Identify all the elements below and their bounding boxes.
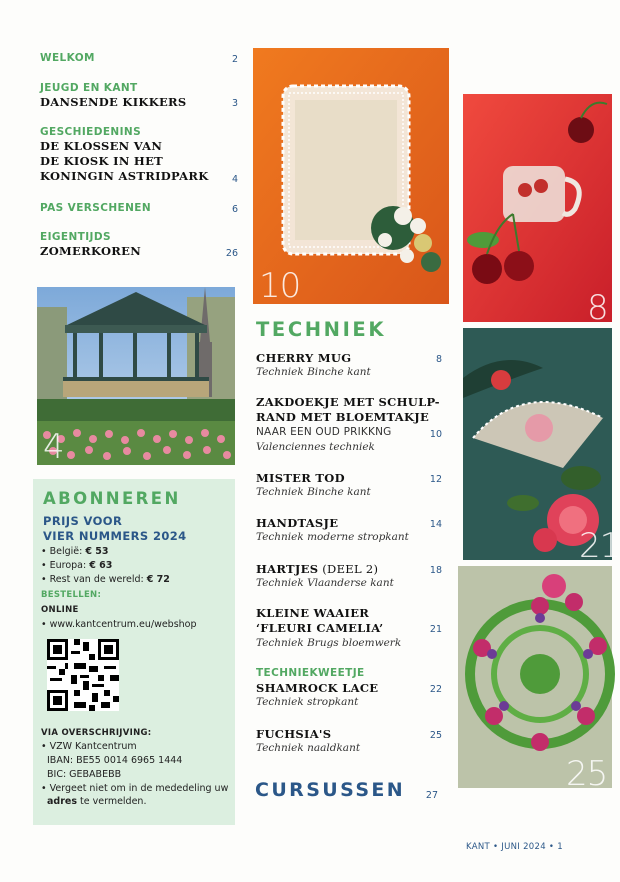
toc-sub-cherry-mug: Techniek Binche kant (256, 366, 371, 378)
toc-kicker-pas-verschenen: PAS VERSCHENEN (40, 202, 152, 214)
cursussen-page: 27 (425, 790, 438, 801)
toc-sub-hartjes: Techniek Vlaanderse kant (256, 577, 394, 589)
cursussen-heading: CURSUSSEN (255, 779, 406, 801)
price-europa (41, 560, 112, 571)
toc-page-zomerkoren: 26 (225, 248, 238, 259)
online-label: ONLINE (41, 605, 79, 615)
toc-page-shamrock: 22 (429, 684, 442, 695)
subscription-heading: ABONNEREN (43, 489, 181, 508)
techniek-heading: TECHNIEK (256, 318, 387, 341)
toc-title-klossen-2: DE KIOSK IN HET (40, 154, 164, 168)
toc-sub-fuchsias: Techniek naaldkant (256, 742, 361, 754)
toc-kicker-welkom: WELKOM (40, 52, 95, 64)
photo-kiosk (37, 287, 235, 465)
photo-number-cherry: 8 (587, 288, 608, 328)
toc-page-pas-verschenen: 6 (231, 204, 238, 215)
price-rest-value: € 72 (146, 574, 170, 585)
price-europa-label: • Europa: (41, 560, 90, 571)
photo-cherry-mug (463, 94, 612, 328)
account-line-iban: IBAN: BE55 0014 6965 1444 (47, 755, 183, 766)
toc-page-waaier: 21 (429, 624, 442, 635)
toc-title-waaier-1: KLEINE WAAIER (256, 606, 370, 620)
account-line-1: • VZW Kantcentrum (41, 741, 137, 752)
note-address-pre: • Vergeet niet om in de mededeling uw (41, 783, 229, 794)
toc-title-shamrock: SHAMROCK LACE (256, 681, 379, 695)
qr-code-graphic (47, 639, 119, 711)
toc-title-cherry-mug: CHERRY MUG (256, 351, 352, 365)
toc-title-handtasje: HANDTASJE (256, 516, 339, 530)
toc-title-hartjes-rest: (DEEL 2) (318, 562, 379, 576)
photo-fan (463, 328, 620, 566)
price-belgie-label: • België: (41, 546, 86, 557)
note-address (41, 783, 233, 808)
photo-hanky (253, 48, 449, 304)
via-overschrijving-label: VIA OVERSCHRIJVING: (41, 728, 152, 738)
toc-page-cherry-mug: 8 (435, 354, 442, 365)
price-belgie (41, 546, 109, 557)
toc-kicker-technieweetje: TECHNIEKWEETJE (256, 667, 365, 679)
toc-sub-handtasje: Techniek moderne stropkant (256, 531, 409, 543)
toc-title-fuchsias: FUCHSIA'S (256, 727, 332, 741)
subscription-price-title-1: PRIJS VOOR (43, 514, 123, 528)
bestellen-label: BESTELLEN: (41, 590, 102, 600)
toc-title-mister-tod: MISTER TOD (256, 471, 345, 485)
toc-kicker-jeugd: JEUGD EN KANT (40, 82, 138, 94)
price-europa-value: € 63 (89, 560, 113, 571)
photo-fuchsia (458, 566, 612, 794)
toc-title-hartjes-bold: HARTJES (256, 562, 319, 576)
toc-sub-zakdoekje: Valenciennes techniek (256, 441, 375, 453)
toc-page-mister-tod: 12 (429, 474, 442, 485)
toc-title-hartjes (256, 562, 378, 577)
page-footer: KANT • JUNI 2024 • 1 (466, 842, 563, 852)
toc-page-fuchsias: 25 (429, 730, 442, 741)
price-rest-label: • Rest van de wereld: (41, 574, 147, 585)
toc-page-hartjes: 18 (429, 565, 442, 576)
note-address-bold: adres (47, 795, 77, 807)
toc-title-klossen-3: KONINGIN ASTRIDPARK (40, 169, 209, 183)
toc-page-zakdoekje: 10 (429, 429, 442, 440)
price-rest (41, 574, 170, 585)
toc-title-dansende-kikkers: DANSENDE KIKKERS (40, 95, 187, 109)
toc-title-zomerkoren: ZOMERKOREN (40, 244, 142, 258)
toc-kicker-eigentijds: EIGENTIJDS (40, 231, 111, 243)
toc-page-welkom: 2 (231, 54, 238, 65)
toc-title-klossen-1: DE KLOSSEN VAN (40, 139, 163, 153)
photo-number-hanky: 10 (259, 266, 301, 306)
note-address-post: te vermelden. (77, 795, 147, 807)
photo-number-kiosk: 4 (43, 427, 64, 467)
qr-code[interactable] (47, 639, 119, 711)
account-line-bic: BIC: GEBABEBB (47, 769, 122, 780)
toc-page-dansende-kikkers: 3 (231, 98, 238, 109)
webshop-link[interactable]: • www.kantcentrum.eu/webshop (41, 619, 197, 630)
toc-sub-zakdoekje-plain: NAAR EEN OUD PRIKKNG (256, 426, 392, 438)
toc-sub-mister-tod: Techniek Binche kant (256, 486, 371, 498)
price-belgie-value: € 53 (85, 546, 109, 557)
photo-number-fuchsia: 25 (566, 754, 608, 794)
toc-title-zakdoekje-2: RAND MET BLOEMTAKJE (256, 410, 430, 424)
toc-page-klossen: 4 (231, 174, 238, 185)
toc-title-waaier-2: ‘FLEURI CAMELIA’ (256, 621, 384, 635)
subscription-price-title-2: VIER NUMMERS 2024 (43, 529, 187, 543)
toc-sub-shamrock: Techniek stropkant (256, 696, 359, 708)
toc-page-handtasje: 14 (429, 519, 442, 530)
subscription-box (33, 479, 235, 825)
toc-title-zakdoekje-1: ZAKDOEKJE MET SCHULP- (256, 395, 440, 409)
toc-sub-waaier: Techniek Brugs bloemwerk (256, 637, 402, 649)
toc-kicker-geschiedenins: GESCHIEDENINS (40, 126, 142, 138)
photo-number-fan: 21 (579, 526, 620, 566)
